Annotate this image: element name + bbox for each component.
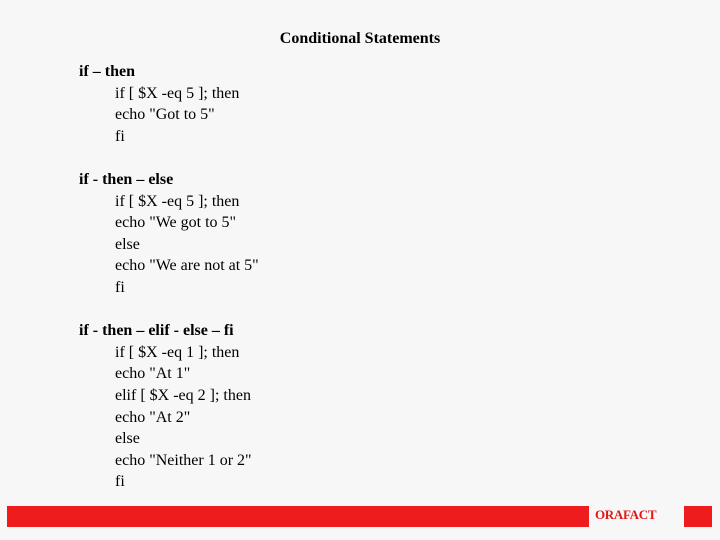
section-if-then-else (79, 169, 259, 299)
section-heading: if - then – elif - else – fi (79, 322, 234, 340)
code-line: fi (115, 127, 125, 145)
code-line: if [ $X -eq 1 ]; then (115, 343, 240, 361)
code-line: echo "At 2" (115, 408, 191, 426)
code-line: if [ $X -eq 5 ]; then (115, 192, 240, 210)
section-heading: if - then – else (79, 170, 174, 188)
code-line: if [ $X -eq 5 ]; then (115, 84, 240, 102)
code-line: echo "At 1" (115, 365, 191, 383)
code-line: elif [ $X -eq 2 ]; then (115, 386, 251, 404)
code-line: fi (115, 473, 125, 491)
slide-content (79, 61, 259, 493)
code-line: echo "Neither 1 or 2" (115, 451, 252, 469)
code-line: fi (115, 278, 125, 296)
code-line: else (115, 235, 140, 253)
code-line: echo "We got to 5" (115, 214, 237, 232)
slide-title: Conditional Statements (279, 30, 441, 47)
orafact-logo: ORAFACT (595, 507, 657, 522)
code-line: else (115, 430, 140, 448)
section-heading: if – then (79, 63, 135, 80)
code-line: echo "We are not at 5" (115, 257, 259, 275)
code-line: echo "Got to 5" (115, 106, 215, 124)
section-if-then (79, 61, 259, 147)
section-if-then-elif-else (79, 320, 259, 493)
